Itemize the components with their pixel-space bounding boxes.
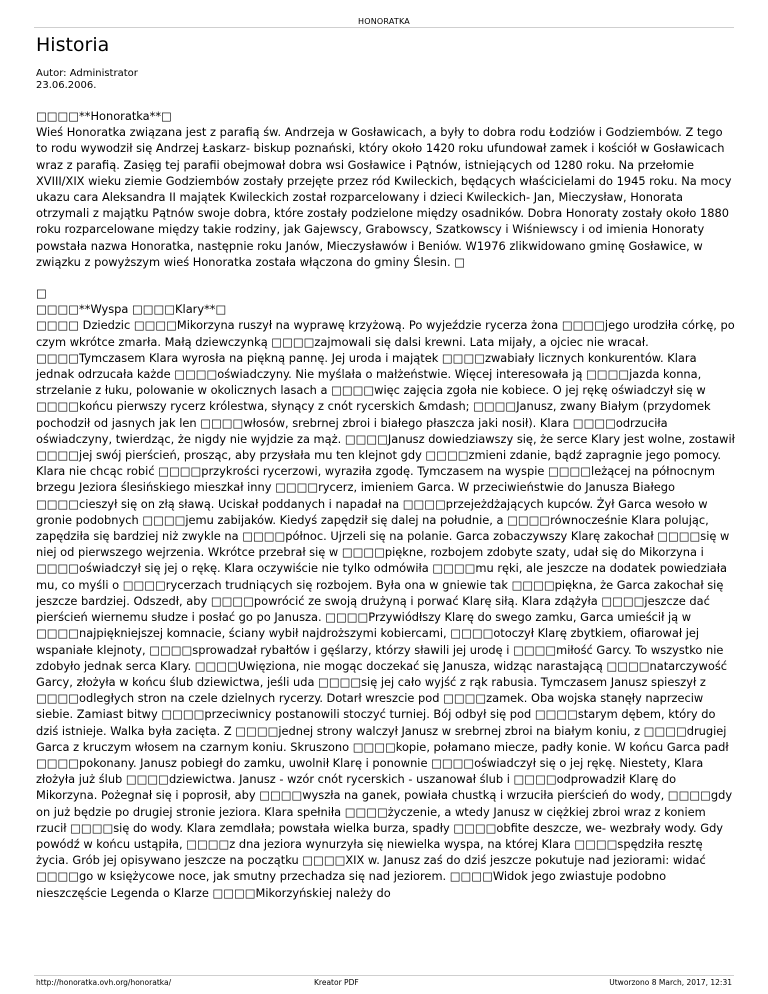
footer-generator: Kreator PDF xyxy=(314,978,359,987)
article-meta xyxy=(36,68,736,92)
paragraph-placeholder: □ xyxy=(36,286,47,301)
article xyxy=(36,32,736,901)
footer-url: http://honoratka.ovh.org/honoratka/ xyxy=(36,978,172,987)
paragraph-history: Wieś Honoratka związana jest z parafią św. Andrzeja w Gosławicach, a były to dobra rodu Łodziów i Godziembów. Z tego to rodu wywodził się Andrzej Łaskarz- biskup poznański, który około 1420 roku ufundował zamek i kościół w Gosławicach wraz z parafią. Zasięg tej parafii obejmował dobra wsi Gosławice i Pątnów, istniejących od 1280 roku. Na przełomie XVIII/XIX wieku ziemie Godziembów zostały przejęte przez ród Kwileckich, będących właścicielami do 1945 roku. Na mocy ukazu cara Aleksandra II majątek Kwileckich został rozparcelowany i dzieci Kwileckich- Jan, Mieczysław, Honorata otrzymali z majątku Pątnów swoje dobra, które zostały podzielone między osadników. Dobra Honoraty zostały około 1880 roku rozparcelowane między takie rodziny, jak Gajewscy, Grabowscy, Szatkowscy i Wiśniewscy i od imienia Honoraty powstała nazwa Honoratka, następnie roku Janów, Mieczysławów i Beniów. W1976 zlikwidowano gminę Gosławice, w związku z powyższym wieś Honoratka została włączona do gminy Ślesin. □ xyxy=(36,125,732,269)
article-body xyxy=(36,108,736,901)
header-divider xyxy=(34,27,734,28)
footer-divider xyxy=(34,975,734,976)
paragraph-legend: □□□□ Dziedzic □□□□Mikorzyna ruszył na wyprawę krzyżową. Po wyjeździe rycerza żona □□□□jego urodziła córkę, po czym wkrótce zmarła. Małą dziewczynką □□□□zajmowali się dalsi krewni. Lata mijały, a ojciec nie wracał. □□□□Tymczasem Klara wyrosła na piękną pannę. Jej uroda i majątek □□□□zwabiały licznych konkurentów. Klara jednak odrzucała każde □□□□oświadczyny. Nie myślała o małżeństwie. Więcej interesowała ją □□□□jazda konna, strzelanie z łuku, polowanie w okolicznych lasach a □□□□więc zajęcia zgoła nie kobiece. O jej rękę oświadczył się w □□□□końcu pierwszy rycerz królestwa, słynący z cnót rycerskich &mdash; □□□□Janusz, zwany Białym (przydomek pochodził od jasnych jak len □□□□włosów, srebrnej zbroi i białego płaszcza jaki nosił). Klara □□□□odrzuciła oświadczyny, twierdząc, że nigdy nie wyjdzie za mąż. □□□□Janusz dowiedziawszy się, że serce Klary jest wolne, zostawił □□□□jej swój pierścień, prosząc, aby przysłała mu ten klejnot gdy □□□□zmieni zdanie, bądź zapragnie jego pomocy. Klara nie chcąc robić □□□□przykrości rycerzowi, wyraziła zgodę. Tymczasem na wyspie □□□□leżącej na północnym brzegu Jeziora ślesińskiego mieszkał inny □□□□rycerz, imieniem Garca. W przeciwieństwie do Janusza Białego □□□□cieszył się on złą sławą. Uciskał poddanych i napadał na □□□□przejeżdżających kupców. Żył Garca wesoło w gronie podobnych □□□□jemu zabijaków. Kiedyś zapędził się dalej na południe, a □□□□równocześnie Klara polując, zapędziła się bardziej niż zwykle na □□□□północ. Ujrzeli się na polanie. Garca zobaczywszy Klarę zakochał □□□□się w niej od pierwszego wejrzenia. Wkrótce przebrał się w □□□□piękne, rozbojem zdobyte szaty, udał się do Mikorzyna i □□□□oświadczył się jej o rękę. Klara oczywiście nie tylko odmówiła □□□□mu ręki, ale jeszcze na dodatek powiedziała mu, co myśli o □□□□rycerzach trudniących się rozbojem. Była ona w gniewie tak □□□□piękna, że Garca zakochał się jeszcze bardziej. Odszedł, aby □□□□powrócić ze swoją drużyną i porwać Klarę siłą. Klara zdążyła □□□□jeszcze dać pierścień wiernemu słudze i posłać go po Janusza. □□□□Przywiódłszy Klarę do swego zamku, Garca umieścił ją w □□□□najpiękniejszej komnacie, ściany wybił najdroższymi kobiercami, □□□□otoczył Klarę zbytkiem, ofiarował jej wspaniałe klejnoty, □□□□sprowadzał rybałtów i gęślarzy, którzy sławili jej urodę i □□□□miłość Garcy. To wszystko nie zdobyło jednak serca Klary. □□□□Uwięziona, nie mogąc doczekać się Janusza, widząc narastającą □□□□natarczywość Garcy, złożyła w końcu ślub dziewictwa, jeśli uda □□□□się jej cało wyjść z rąk rabusia. Tymczasem Janusz spieszył z □□□□odległych stron na czele dzielnych rycerzy. Dotarł wreszcie pod □□□□zamek. Oba wojska stanęły naprzeciw siebie. Zamiast bitwy □□□□przeciwnicy postanowili stoczyć turniej. Bój odbył się pod □□□□starym dębem, który do dziś istnieje. Walka była zacięta. Z □□□□jednej strony walczył Janusz w srebrnej zbroi na białym koniu, z □□□□drugiej Garca z kruczym włosem na czarnym koniu. Skruszono □□□□kopie, połamano miecze, padły konie. W końcu Garca padł □□□□pokonany. Janusz pobiegł do zamku, uwolnił Klarę i ponownie □□□□oświadczył się o jej rękę. Niestety, Klara złożyła już ślub □□□□dziewictwa. Janusz - wzór cnót rycerskich - uszanował ślub i □□□□odprowadził Klarę do Mikorzyna. Pożegnał się i poprosił, aby □□□□wyszła na ganek, powiała chustką i wrzuciła pierścień do wody, □□□□gdy on już będzie po drugiej stronie jeziora. Klara spełniła □□□□życzenie, a wtedy Janusz w ciężkiej zbroi wraz z koniem rzucił □□□□się do wody. Klara zemdlała; powstała wielka burza, spadły □□□□obfite deszcze, we- wezbrały wody. Gdy powódź w końcu ustąpiła, □□□□z dna jeziora wynurzyła się niewielka wyspa, na której Klara □□□□spędziła resztę życia. Grób jej opisywano jeszcze na początku □□□□XIX w. Janusz zaś do dziś jeszcze pokutuje nad jeziorami: widać □□□□go w księżycowe noce, jak smutny przechadza się nad jeziorem. □□□□Widok jego zwiastuje podobno nieszczęście Legenda o Klarze □□□□Mikorzyńskiej należy do xyxy=(36,318,735,900)
page-header: HONORATKA xyxy=(358,17,410,26)
article-author: Autor: Administrator xyxy=(36,68,138,79)
section-heading-honoratka: □□□□**Honoratka**□ xyxy=(36,109,172,123)
footer-created: Utworzono 8 March, 2017, 12:31 xyxy=(609,978,732,987)
article-title: Historia xyxy=(36,34,110,56)
paragraph-spacer xyxy=(36,270,736,285)
section-heading-wyspa-klary: □□□□**Wyspa □□□□Klary**□ xyxy=(36,302,227,317)
article-date: 23.06.2006. xyxy=(36,80,97,91)
